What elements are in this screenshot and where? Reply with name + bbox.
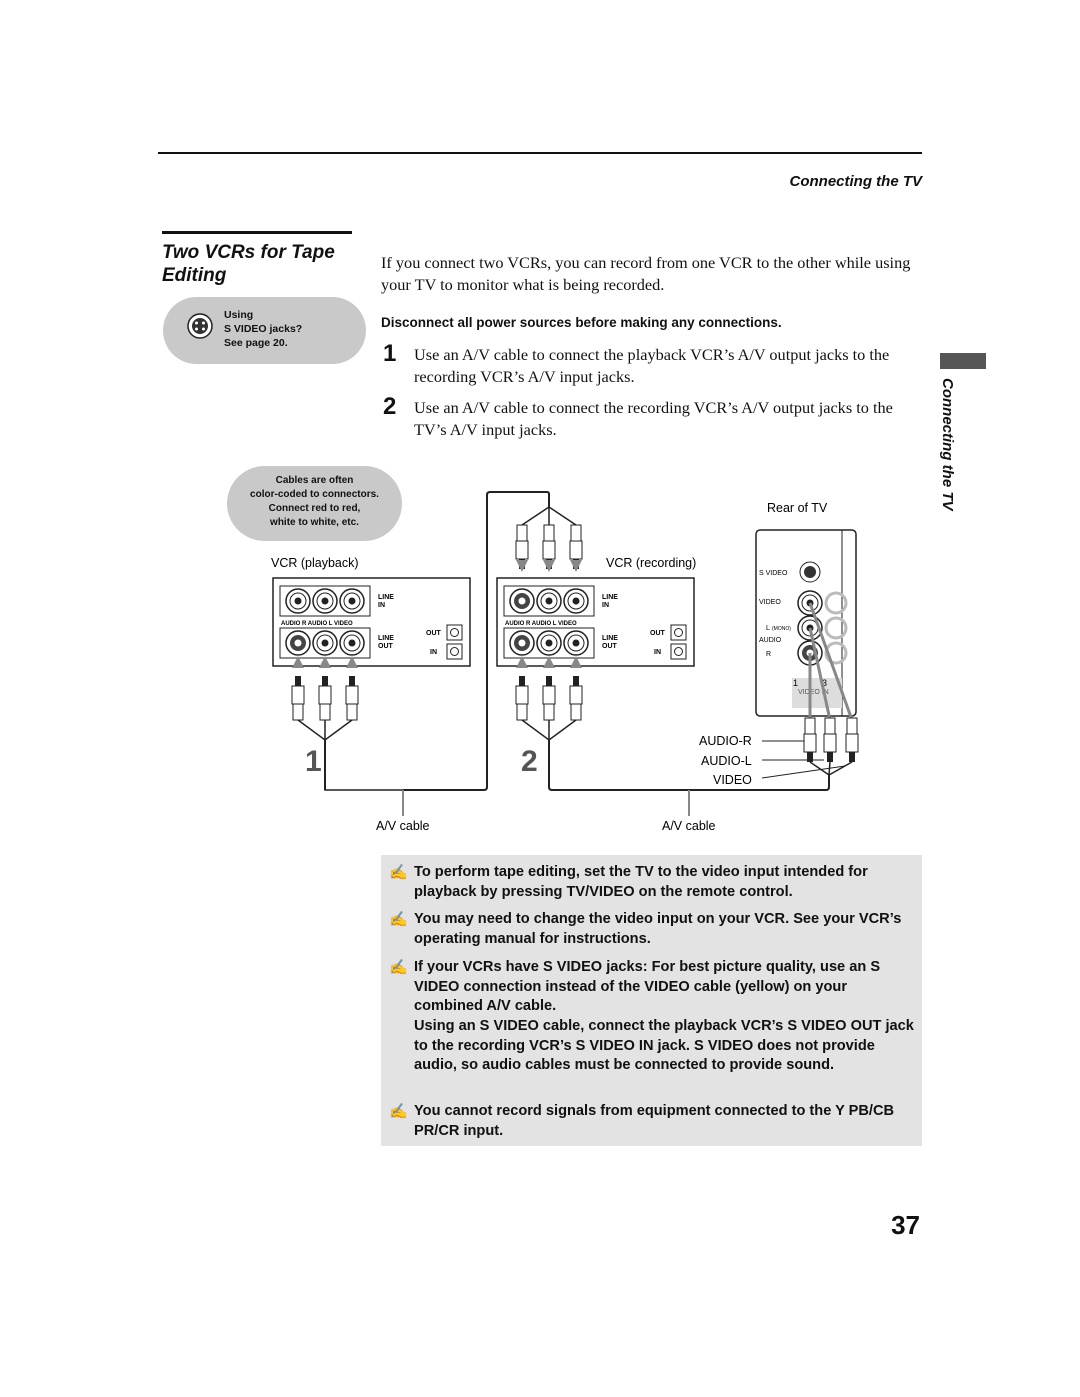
- note-text: You cannot record signals from equipment connected to the Y PB/CB PR/CR input.: [414, 1103, 895, 1139]
- jack-labels: AUDIO R AUDIO L VIDEO: [505, 621, 577, 627]
- running-header: Connecting the TV: [789, 173, 922, 190]
- in-label: IN: [602, 602, 609, 609]
- intro-paragraph: If you connect two VCRs, you can record from one VCR to the other while using your TV to monitor what is being recorded.: [381, 253, 911, 294]
- jack: [564, 631, 588, 655]
- diagram-step-1: 1: [305, 745, 322, 778]
- jack: [537, 589, 561, 613]
- rf-in-jack: [671, 644, 686, 659]
- pencil-note-icon: ✍: [389, 911, 408, 928]
- side-tab: [939, 378, 969, 528]
- out-label: OUT: [426, 630, 441, 637]
- tip-line: Using: [224, 309, 254, 321]
- jack: [313, 631, 337, 655]
- in-label: IN: [378, 602, 385, 609]
- jack: [537, 631, 561, 655]
- line-label: LINE: [602, 635, 618, 642]
- tv-l-label: L: [766, 625, 770, 632]
- step-text: Use an A/V cable to connect the playback VCR’s A/V output jacks to the recording VCR’s A/V input jacks.: [414, 345, 890, 386]
- video-label: VIDEO: [713, 773, 752, 787]
- note-text: Using an S VIDEO cable, connect the playback VCR’s S VIDEO OUT jack to the recording VCR’s S VIDEO IN jack. S VIDEO does not provide audio, so audio cables must be connected to provide sound.: [414, 1018, 914, 1073]
- vcr-recording-label: VCR (recording): [606, 556, 697, 570]
- step-text: Use an A/V cable to connect the recording VCR’s A/V output jacks to the TV’s A/V input jacks.: [414, 398, 893, 439]
- out-label: OUT: [650, 630, 665, 637]
- tv-input-1: 1: [793, 678, 799, 688]
- out-label: OUT: [602, 643, 617, 650]
- rf-out-jack: [447, 625, 462, 640]
- in-label: IN: [654, 649, 661, 656]
- top-rule: [158, 152, 922, 154]
- av-cable-label-2: A/V cable: [662, 819, 716, 833]
- audio-l-label: AUDIO-L: [701, 754, 752, 768]
- page-number: 37: [891, 1210, 920, 1240]
- section-rule: [162, 231, 352, 234]
- note-text: You may need to change the video input on your VCR. See your VCR’s operating manual for instructions.: [414, 911, 902, 947]
- pencil-note-icon: ✍: [389, 959, 408, 976]
- note-text: If your VCRs have S VIDEO jacks: For best picture quality, use an S VIDEO connection instead of the VIDEO cable (yellow) on your combined A/V cable.: [414, 959, 881, 1014]
- out-label: OUT: [378, 643, 393, 650]
- vcr-playback-label: VCR (playback): [271, 556, 359, 570]
- tip-line: See page 20.: [224, 337, 288, 349]
- power-warning: Disconnect all power sources before making any connections.: [381, 315, 782, 330]
- tv-mono-label: (MONO): [772, 626, 791, 632]
- line-label: LINE: [378, 594, 394, 601]
- step-number: 2: [383, 393, 397, 420]
- connection-diagram: [260, 490, 880, 840]
- step-number: 1: [383, 340, 397, 367]
- tv-r-label: R: [766, 651, 772, 658]
- jack: [286, 589, 310, 613]
- rf-in-jack: [447, 644, 462, 659]
- jack: [564, 589, 588, 613]
- rear-of-tv-label: Rear of TV: [767, 501, 828, 515]
- cable-tip-line: Cables are often: [275, 475, 354, 486]
- note-text: To perform tape editing, set the TV to the video input intended for playback by pressing TV/VIDEO on the remote control.: [414, 864, 868, 900]
- line-label: LINE: [378, 635, 394, 642]
- tv-video-in-label: VIDEO IN: [798, 689, 829, 696]
- in-label: IN: [430, 649, 437, 656]
- tip-line: S VIDEO jacks?: [224, 323, 303, 335]
- rf-out-jack: [671, 625, 686, 640]
- notes-box: [381, 855, 922, 1146]
- svideo-tip-text: [224, 308, 302, 350]
- jack: [340, 631, 364, 655]
- cable-tip-line: color-coded to connectors.: [250, 489, 379, 500]
- av-cable-label-1: A/V cable: [376, 819, 430, 833]
- diagram-step-2: 2: [521, 745, 538, 778]
- jack: [510, 589, 534, 613]
- cable-tip-line: white to white, etc.: [270, 517, 359, 528]
- jack: [286, 631, 310, 655]
- jack-labels: AUDIO R AUDIO L VIDEO: [281, 621, 353, 627]
- tv-video-label: VIDEO: [759, 599, 781, 606]
- side-tab-label: Connecting the TV: [939, 378, 956, 511]
- line-label: LINE: [602, 594, 618, 601]
- section-title: Two VCRs for Tape Editing: [162, 242, 335, 286]
- jack: [510, 631, 534, 655]
- cable-tip-line: Connect red to red,: [268, 503, 361, 514]
- pencil-note-icon: ✍: [389, 864, 408, 881]
- svideo-jack-icon: [187, 313, 213, 339]
- tv-input-3: 3: [822, 678, 828, 688]
- tv-svideo-label: S VIDEO: [759, 570, 788, 577]
- section-tab-marker: [940, 353, 986, 369]
- audio-r-label: AUDIO-R: [699, 734, 752, 748]
- jack: [313, 589, 337, 613]
- tv-audio-label: AUDIO: [759, 637, 782, 644]
- pencil-note-icon: ✍: [389, 1103, 408, 1120]
- jack: [340, 589, 364, 613]
